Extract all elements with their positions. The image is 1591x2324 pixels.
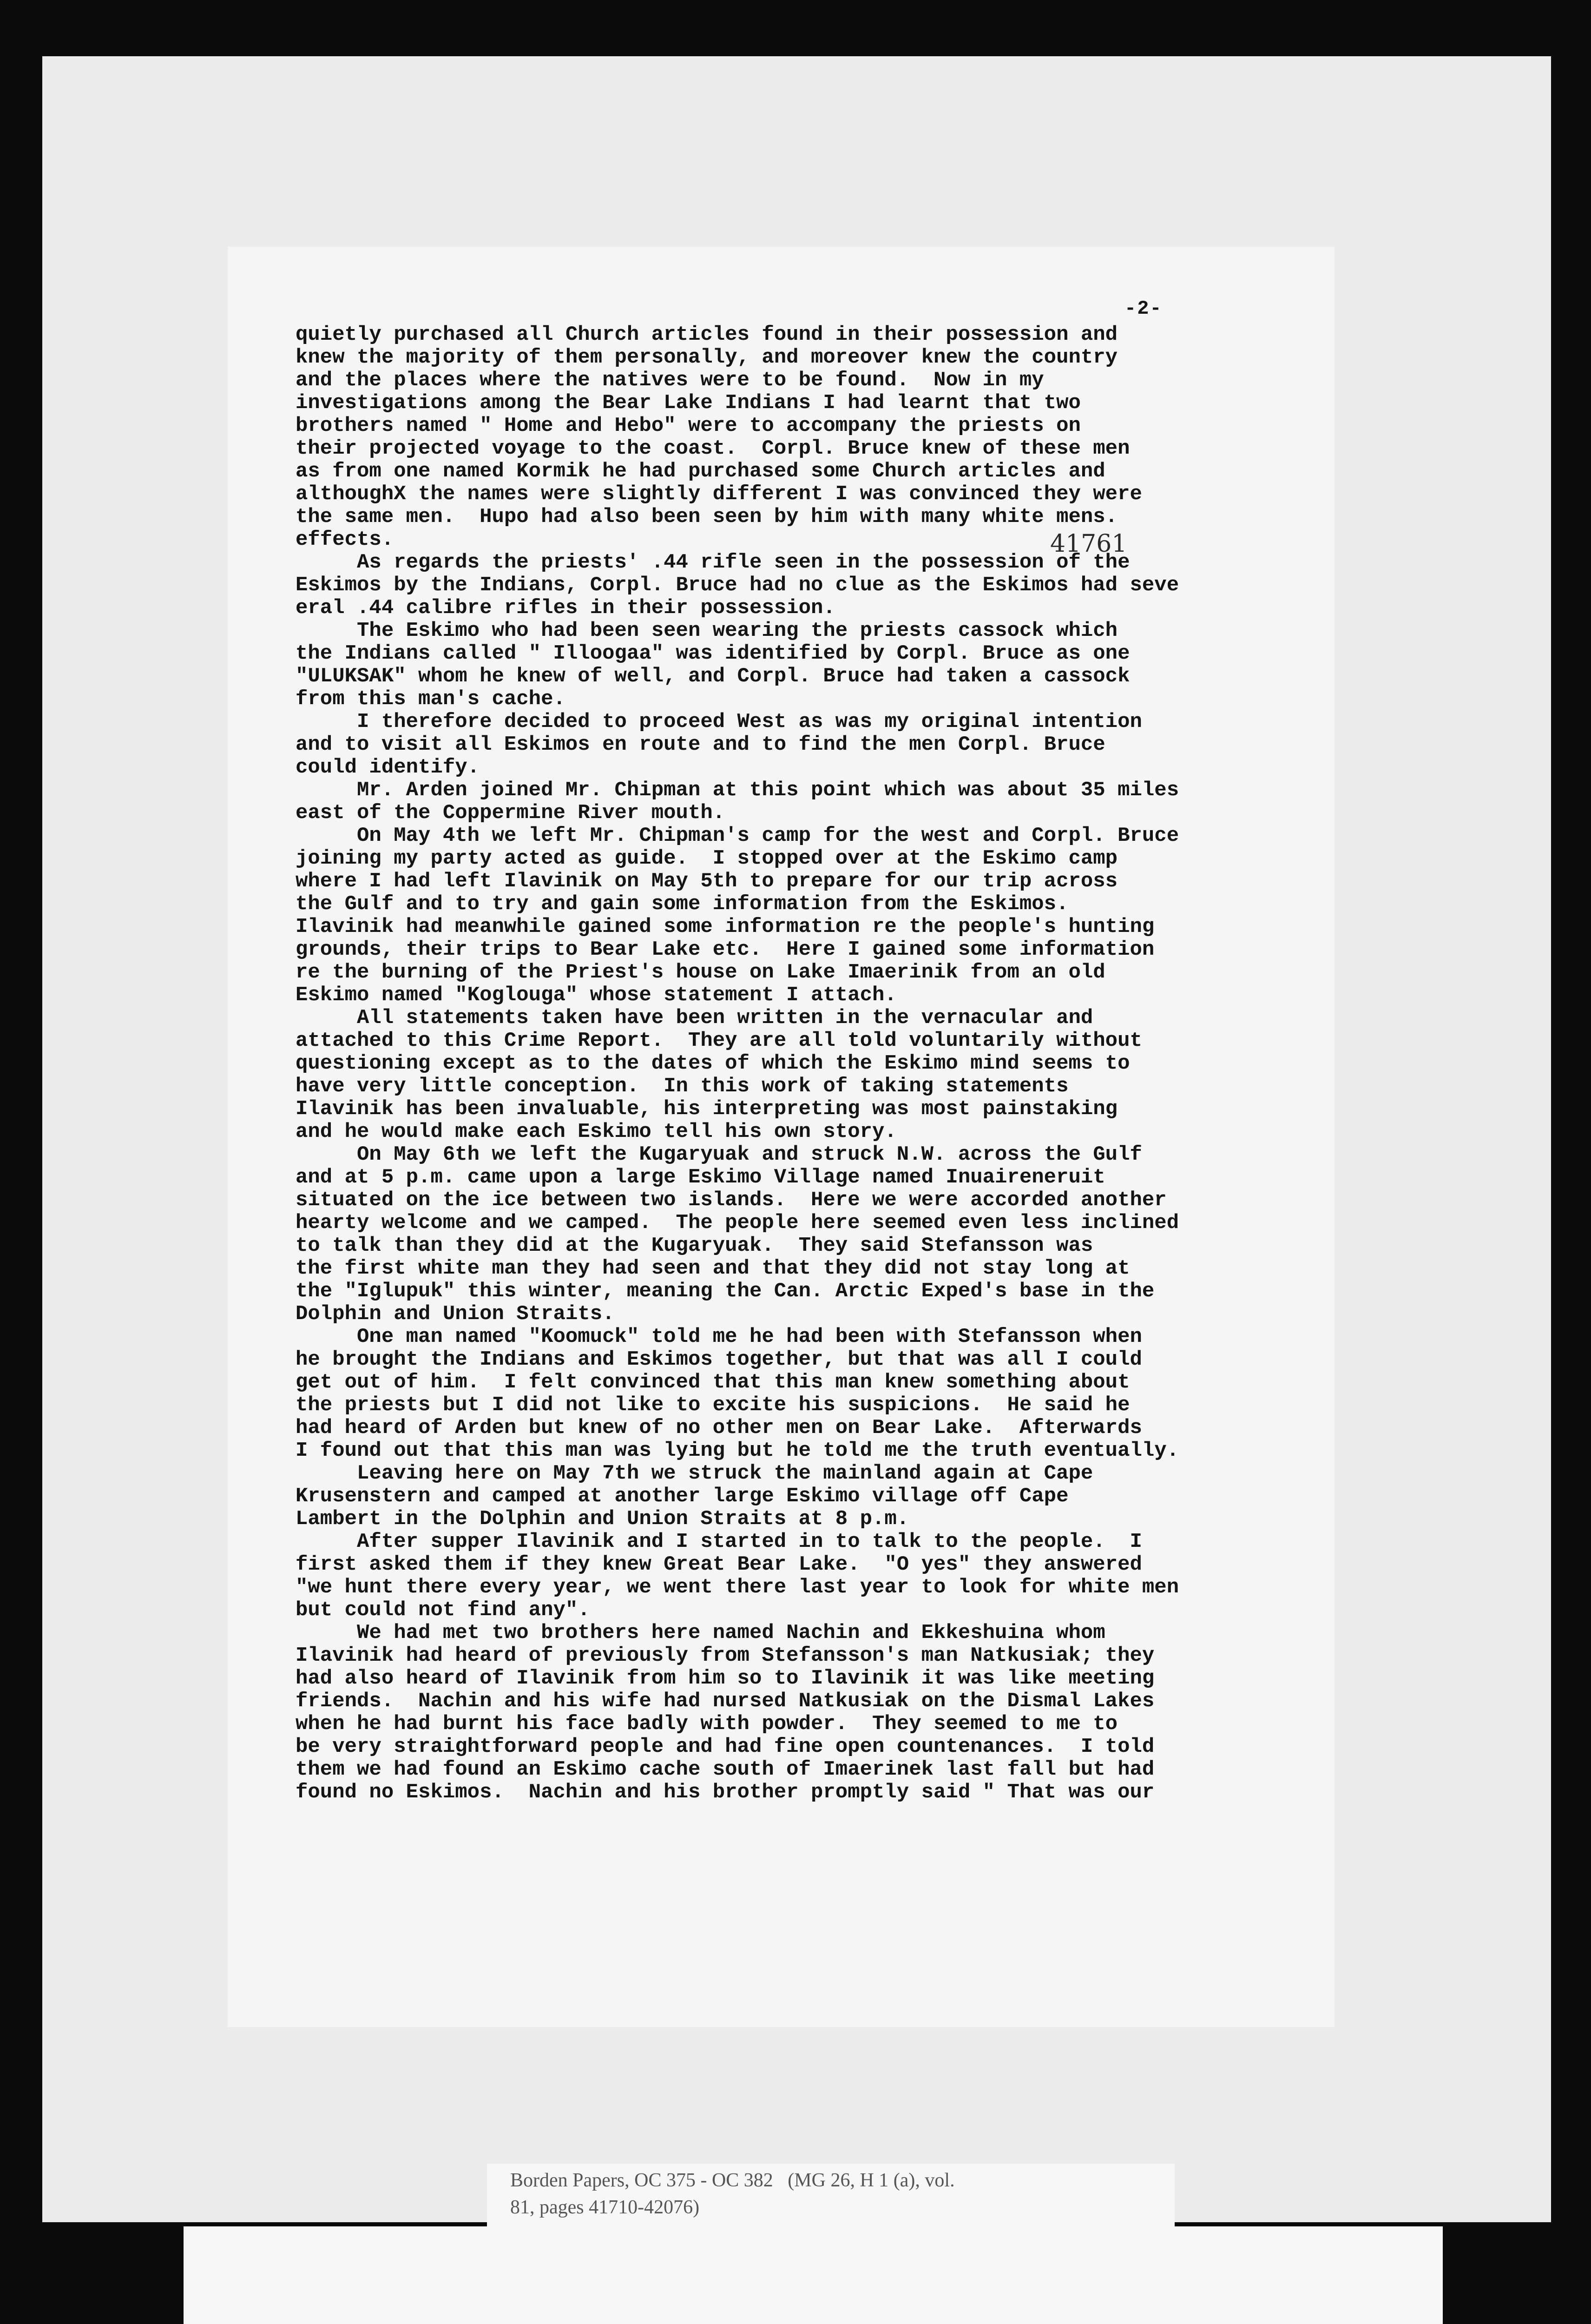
typed-line: questioning except as to the dates of which the Eskimo mind seems to xyxy=(296,1052,1130,1075)
page-number: -2- xyxy=(1124,297,1163,320)
typed-line: the Gulf and to try and gain some information from the Eskimos. xyxy=(296,892,1069,916)
typed-line: Ilavinik has been invaluable, his interpreting was most painstaking xyxy=(296,1097,1118,1121)
typed-line: eral .44 calibre rifles in their possession. xyxy=(296,596,835,620)
typed-line: had also heard of Ilavinik from him so to Ilavinik it was like meeting xyxy=(296,1667,1155,1690)
typed-line: to talk than they did at the Kugaryuak. They said Stefansson was xyxy=(296,1234,1093,1257)
typed-line: althoughX the names were slightly different I was convinced they were xyxy=(296,482,1142,506)
typed-line: re the burning of the Priest's house on Lake Imaerinik from an old xyxy=(296,961,1105,984)
typed-line: friends. Nachin and his wife had nursed Natkusiak on the Dismal Lakes xyxy=(296,1690,1155,1713)
typed-report-body xyxy=(296,324,1290,1804)
archive-stamp-number: 41761 xyxy=(1050,530,1127,558)
typed-line: and at 5 p.m. came upon a large Eskimo Village named Inuaireneruit xyxy=(296,1166,1105,1189)
typed-line: get out of him. I felt convinced that this man knew something about xyxy=(296,1371,1130,1394)
typed-line: Eskimo named "Koglouga" whose statement I attach. xyxy=(296,984,897,1007)
typed-line: the Indians called " Illoogaa" was identified by Corpl. Bruce as one xyxy=(296,642,1130,665)
typed-line: situated on the ice between two islands. Here we were accorded another xyxy=(296,1188,1167,1212)
typed-line: found no Eskimos. Nachin and his brother promptly said " That was our xyxy=(296,1781,1155,1804)
typed-line: quietly purchased all Church articles found in their possession and xyxy=(296,323,1118,346)
citation-line-1: Borden Papers, OC 375 - OC 382 (MG 26, H 1 (a), vol. xyxy=(510,2170,955,2191)
typed-line: investigations among the Bear Lake Indians I had learnt that two xyxy=(296,391,1081,415)
typed-line: from this man's cache. xyxy=(296,687,565,711)
typed-line: I found out that this man was lying but he told me the truth eventually. xyxy=(296,1439,1179,1462)
typed-line: Ilavinik had meanwhile gained some information re the people's hunting xyxy=(296,915,1155,938)
typed-line: Mr. Arden joined Mr. Chipman at this point which was about 35 miles xyxy=(296,779,1179,802)
typed-line: attached to this Crime Report. They are all told voluntarily without xyxy=(296,1029,1142,1052)
typed-line: On May 4th we left Mr. Chipman's camp for the west and Corpl. Bruce xyxy=(296,824,1179,847)
typed-line: grounds, their trips to Bear Lake etc. Here I gained some information xyxy=(296,938,1155,961)
typed-line: the priests but I did not like to excite his suspicions. He said he xyxy=(296,1393,1130,1417)
typed-line: when he had burnt his face badly with powder. They seemed to me to xyxy=(296,1712,1118,1736)
citation-line-2: 81, pages 41710-42076) xyxy=(510,2197,700,2218)
typed-line: Eskimos by the Indians, Corpl. Bruce had no clue as the Eskimos had seve xyxy=(296,574,1179,597)
typed-line: the same men. Hupo had also been seen by him with many white mens. xyxy=(296,505,1118,528)
typed-line: as from one named Kormik he had purchased some Church articles and xyxy=(296,460,1105,483)
typed-line: Krusenstern and camped at another large Eskimo village off Cape xyxy=(296,1485,1069,1508)
typed-line: hearty welcome and we camped. The people here seemed even less inclined xyxy=(296,1211,1179,1235)
typed-line: first asked them if they knew Great Bear Lake. "O yes" they answered xyxy=(296,1553,1142,1576)
typed-line: where I had left Ilavinik on May 5th to prepare for our trip across xyxy=(296,870,1118,893)
typed-line: Leaving here on May 7th we struck the mainland again at Cape xyxy=(296,1462,1093,1485)
typed-line: One man named "Koomuck" told me he had been with Stefansson when xyxy=(296,1325,1142,1348)
typed-line: the first white man they had seen and that they did not stay long at xyxy=(296,1257,1130,1280)
typed-line: have very little conception. In this work of taking statements xyxy=(296,1075,1069,1098)
archives-label-panel xyxy=(184,2226,1443,2324)
typed-line: and he would make each Eskimo tell his own story. xyxy=(296,1120,897,1143)
typed-line: knew the majority of them personally, and moreover knew the country xyxy=(296,346,1118,369)
typed-line: be very straightforward people and had fine open countenances. I told xyxy=(296,1735,1155,1758)
typed-line: On May 6th we left the Kugaryuak and struck N.W. across the Gulf xyxy=(296,1143,1142,1166)
typed-line: east of the Coppermine River mouth. xyxy=(296,801,725,825)
typed-line: Dolphin and Union Straits. xyxy=(296,1302,615,1326)
typed-line: Lambert in the Dolphin and Union Straits at 8 p.m. xyxy=(296,1507,909,1531)
typed-line: Ilavinik had heard of previously from Stefansson's man Natkusiak; they xyxy=(296,1644,1155,1667)
typed-line: had heard of Arden but knew of no other men on Bear Lake. Afterwards xyxy=(296,1416,1142,1439)
typed-line: and to visit all Eskimos en route and to find the men Corpl. Bruce xyxy=(296,733,1105,756)
typed-line: As regards the priests' .44 rifle seen in the possession of the xyxy=(296,551,1130,574)
typed-line: We had met two brothers here named Nachin and Ekkeshuina whom xyxy=(296,1621,1105,1644)
typed-line: After supper Ilavinik and I started in to talk to the people. I xyxy=(296,1530,1142,1553)
typed-line: "ULUKSAK" whom he knew of well, and Corpl. Bruce had taken a cassock xyxy=(296,665,1130,688)
typed-line: he brought the Indians and Eskimos together, but that was all I could xyxy=(296,1348,1142,1371)
typed-line: I therefore decided to proceed West as was my original intention xyxy=(296,710,1142,733)
typed-line: joining my party acted as guide. I stopped over at the Eskimo camp xyxy=(296,847,1118,870)
typed-line: but could not find any". xyxy=(296,1598,590,1622)
typed-line: "we hunt there every year, we went there last year to look for white men xyxy=(296,1576,1179,1599)
typed-line: their projected voyage to the coast. Corpl. Bruce knew of these men xyxy=(296,437,1130,460)
typed-line: could identify. xyxy=(296,756,480,779)
typed-line: the "Iglupuk" this winter, meaning the Can. Arctic Exped's base in the xyxy=(296,1280,1155,1303)
typed-line: and the places where the natives were to be found. Now in my xyxy=(296,369,1044,392)
citation-slip xyxy=(487,2164,1175,2233)
typed-line: The Eskimo who had been seen wearing the priests cassock which xyxy=(296,619,1118,642)
typed-line: brothers named " Home and Hebo" were to accompany the priests on xyxy=(296,414,1081,437)
typed-line: them we had found an Eskimo cache south of Imaerinek last fall but had xyxy=(296,1758,1155,1781)
typed-line: All statements taken have been written in the vernacular and xyxy=(296,1006,1093,1030)
typed-line: effects. xyxy=(296,528,394,551)
